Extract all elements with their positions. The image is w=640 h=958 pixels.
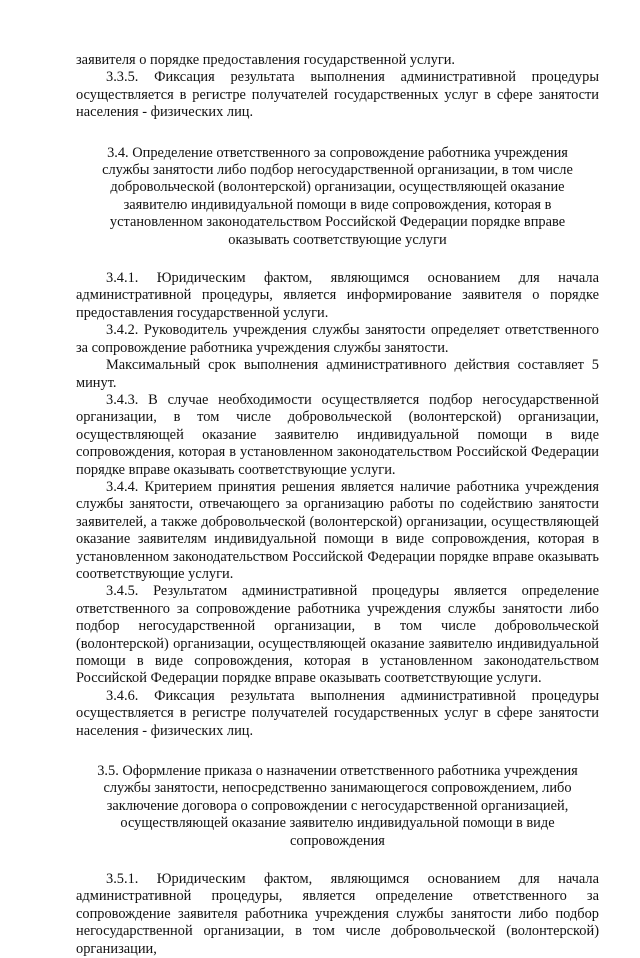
paragraph-continuation: заявителя о порядке предоставления государственной услуги. [76, 52, 456, 68]
spacer [76, 740, 599, 763]
paragraph-3-4-6: 3.4.6. Фиксация результата выполнения административной процедуры осуществляется в регистре получателей государственных услуг в сфере занятости населения - физических лиц. [76, 687, 599, 739]
spacer [76, 249, 599, 270]
spacer [76, 850, 599, 871]
paragraph-3-4-2: 3.4.2. Руководитель учреждения службы занятости определяет ответственного за сопровождение работника учреждения службы занятости. [76, 322, 599, 356]
spacer [76, 122, 599, 145]
paragraph-3-5-1: 3.5.1. Юридическим фактом, являющимся основанием для начала административной процедуры, является определение ответственного за сопровождение заявителя работника учреждения службы занятости либо подбор негосударственной организации, в том числе добровольческой (волонтерской) организации, [76, 871, 599, 957]
section-heading-3-4: 3.4. Определение ответственного за сопровождение работника учреждения службы занятости либо подбор негосударственной организации, в том числе добровольческой (волонтерской) организации, осуществляющей оказание заявителю индивидуальной помощи в виде сопровождения, которая в установленном законодательством Российской Федерации порядке вправе оказывать соответствующие услуги [102, 144, 573, 248]
section-heading-3-5: 3.5. Оформление приказа о назначении ответственного работника учреждения службы занятости, непосредственно занимающегося сопровождением, либо заключение договора о сопровождении с негосударственной организацией, осуществляющей оказание заявителю индивидуальной помощи в виде сопровождения [97, 763, 578, 849]
paragraph-3-4-3: 3.4.3. В случае необходимости осуществляется подбор негосударственной организации, в том числе добровольческой (волонтерской) организации, осуществляющей оказание заявителю индивидуальной помощи в виде сопровождения, которая в установленном законодательством Российской Федерации порядке вправе оказывать соответствующие услуги. [76, 391, 599, 478]
paragraph-3-3-5: 3.3.5. Фиксация результата выполнения административной процедуры осуществляется в регистре получателей государственных услуг в сфере занятости населения - физических лиц. [76, 69, 599, 121]
paragraph-3-4-1: 3.4.1. Юридическим фактом, являющимся основанием для начала административной процедуры, является информирование заявителя о порядке предоставления государственной услуги. [76, 270, 599, 321]
paragraph-3-4-4: 3.4.4. Критерием принятия решения является наличие работника учреждения службы занятости, отвечающего за организацию работы по содействию занятости заявителей, а также добровольческой (волонтерской) организации, осуществляющей оказание заявителям индивидуальной помощи в виде сопровождения, которая в установленном законодательством Российской Федерации порядке вправе оказывать соответствующие услуги. [76, 478, 599, 582]
paragraph-3-4-5: 3.4.5. Результатом административной процедуры является определение ответственного за сопровождение работника учреждения службы занятости либо подбор негосударственной организации, в том числе добровольческой (волонтерской) организации, осуществляющей оказание заявителю индивидуальной помощи в виде сопровождения, которая в установленном законодательством Российской Федерации порядке вправе оказывать соответствующие услуги. [76, 583, 599, 687]
paragraph-max-time: Максимальный срок выполнения административного действия составляет 5 минут. [76, 357, 599, 391]
